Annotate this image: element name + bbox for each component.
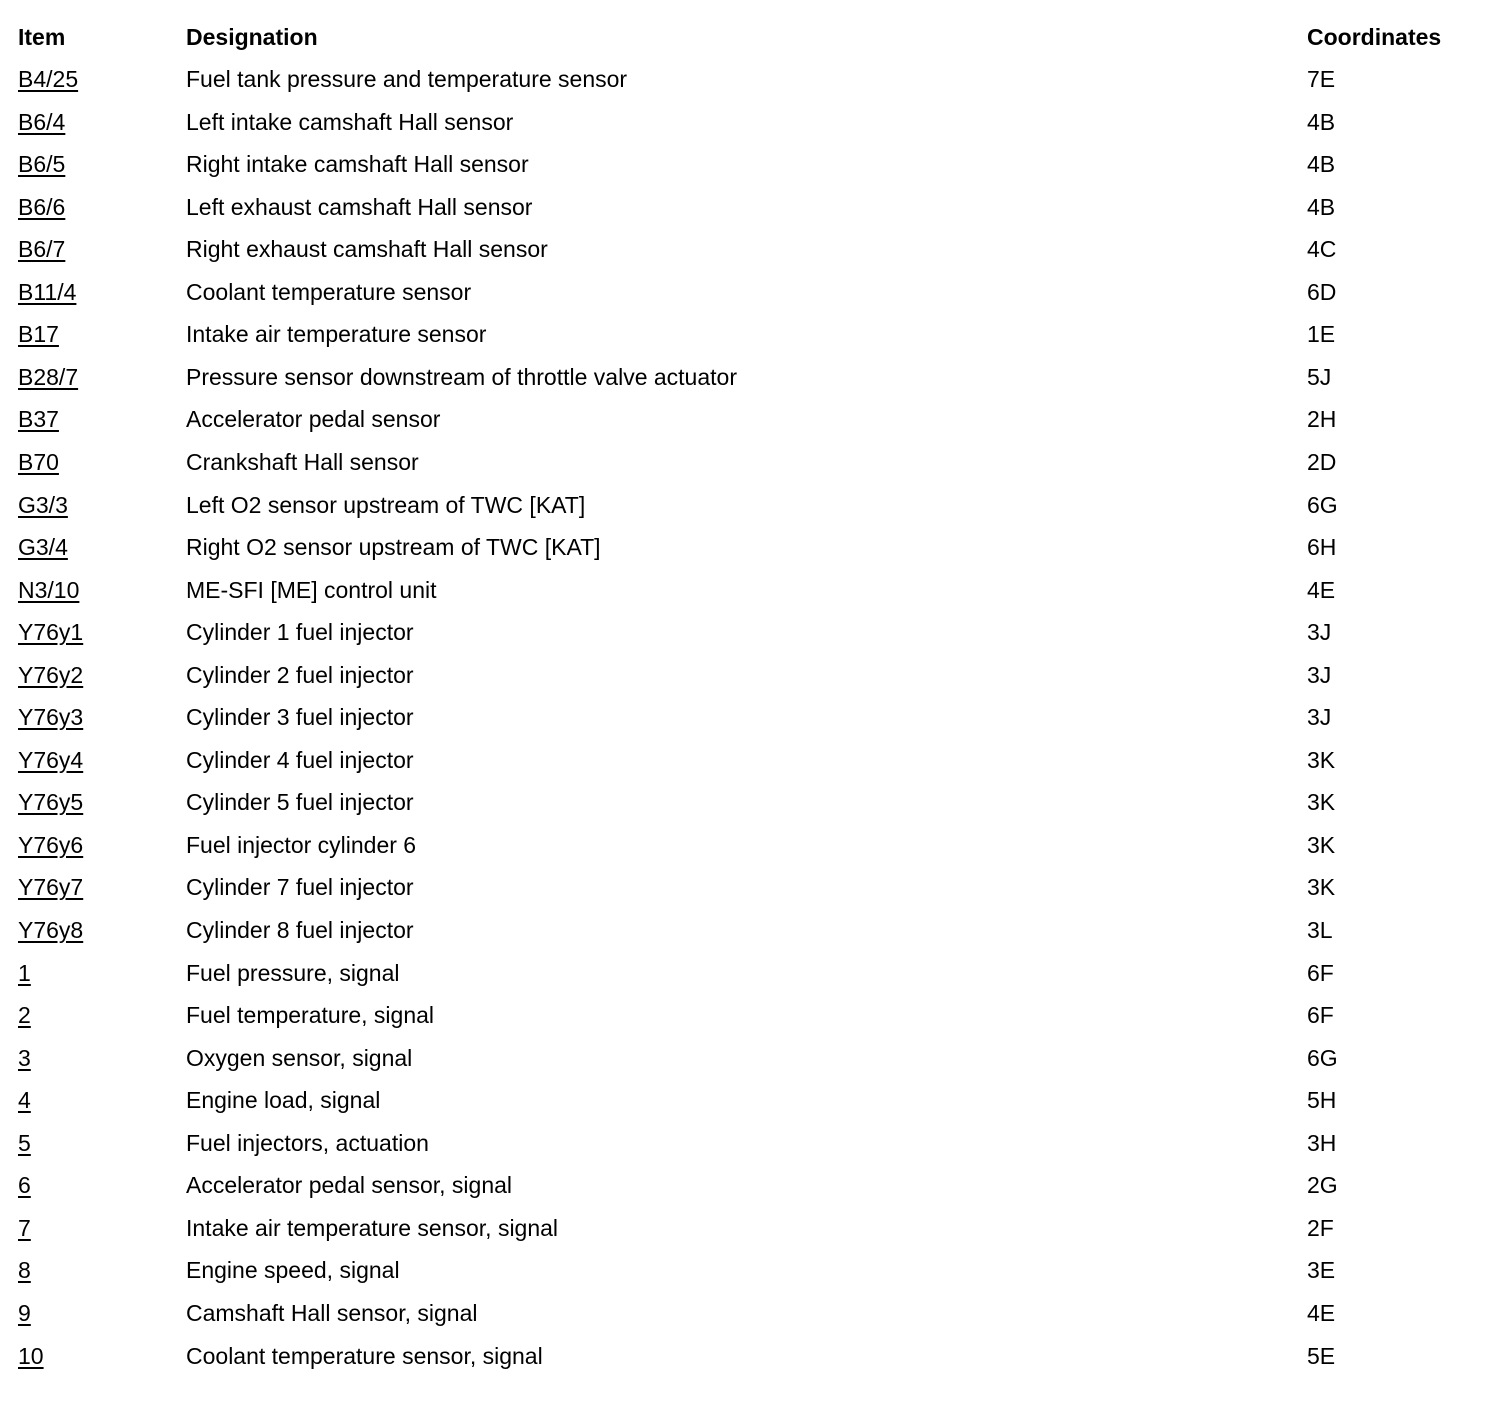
coordinates-cell: 7E <box>1307 66 1336 92</box>
designation-cell: Engine speed, signal <box>186 1257 400 1284</box>
coordinates-cell: 6F <box>1307 959 1334 986</box>
table-row <box>0 785 1504 819</box>
table-row <box>0 998 1504 1032</box>
designation-cell: Accelerator pedal sensor <box>186 406 441 433</box>
column-header-designation: Designation <box>186 24 318 50</box>
table-row <box>0 1168 1504 1202</box>
designation-cell: Fuel injectors, actuation <box>186 1129 429 1156</box>
designation-cell: Right intake camshaft Hall sensor <box>186 151 529 178</box>
item-link[interactable]: 2 <box>18 1002 31 1029</box>
table-row <box>0 573 1504 607</box>
designation-cell: Fuel temperature, signal <box>186 1002 435 1029</box>
item-link[interactable]: B6/7 <box>18 236 66 263</box>
coordinates-cell: 3K <box>1307 831 1336 858</box>
table-row <box>0 488 1504 522</box>
table-row <box>0 1296 1504 1330</box>
item-link[interactable]: Y76y2 <box>18 661 84 688</box>
coordinates-cell: 2G <box>1307 1172 1338 1199</box>
coordinates-cell: 6D <box>1307 278 1337 305</box>
item-link[interactable]: 4 <box>18 1087 31 1114</box>
coordinates-cell: 3J <box>1307 661 1332 688</box>
table-row <box>0 530 1504 564</box>
designation-cell: Fuel injector cylinder 6 <box>186 831 417 858</box>
coordinates-cell: 4B <box>1307 108 1336 135</box>
table-row <box>0 700 1504 734</box>
designation-cell: Cylinder 4 fuel injector <box>186 746 414 773</box>
designation-cell: Camshaft Hall sensor, signal <box>186 1299 478 1326</box>
table-row <box>0 1253 1504 1287</box>
coordinates-cell: 5H <box>1307 1087 1337 1114</box>
designation-cell: Left O2 sensor upstream of TWC [KAT] <box>186 491 586 518</box>
table-row <box>0 615 1504 649</box>
designation-cell: Cylinder 5 fuel injector <box>186 789 414 816</box>
coordinates-cell: 1E <box>1307 321 1336 348</box>
table-row <box>0 360 1504 394</box>
item-link[interactable]: B6/6 <box>18 193 66 220</box>
table-row <box>0 317 1504 351</box>
coordinates-cell: 3J <box>1307 619 1332 646</box>
table-row <box>0 913 1504 947</box>
designation-cell: Cylinder 2 fuel injector <box>186 661 414 688</box>
table-row <box>0 658 1504 692</box>
coordinates-cell: 3E <box>1307 1257 1336 1284</box>
designation-cell: Left exhaust camshaft Hall sensor <box>186 193 533 220</box>
item-link[interactable]: 9 <box>18 1299 31 1326</box>
coordinates-cell: 2H <box>1307 406 1337 433</box>
item-link[interactable]: 1 <box>18 959 31 986</box>
item-link[interactable]: Y76y7 <box>18 874 84 901</box>
coordinates-cell: 2D <box>1307 448 1337 475</box>
coordinates-cell: 3K <box>1307 746 1336 773</box>
item-link[interactable]: Y76y3 <box>18 704 84 731</box>
designation-cell: Cylinder 8 fuel injector <box>186 917 414 943</box>
item-link[interactable]: Y76y8 <box>18 917 84 943</box>
table-row <box>0 232 1504 266</box>
item-link[interactable]: G3/4 <box>18 534 68 560</box>
designation-cell: Pressure sensor downstream of throttle valve actuator <box>186 363 737 390</box>
table-row <box>0 956 1504 990</box>
designation-cell: Oxygen sensor, signal <box>186 1044 413 1071</box>
designation-cell: Left intake camshaft Hall sensor <box>186 108 514 135</box>
item-link[interactable]: Y76y4 <box>18 746 84 773</box>
table-row <box>0 402 1504 436</box>
coordinates-cell: 2F <box>1307 1214 1334 1241</box>
coordinates-cell: 3J <box>1307 704 1332 731</box>
table-row <box>0 1339 1504 1373</box>
coordinates-cell: 4B <box>1307 151 1336 178</box>
item-link[interactable]: B6/4 <box>18 108 66 135</box>
designation-cell: Right O2 sensor upstream of TWC [KAT] <box>186 534 601 560</box>
table-row <box>0 1083 1504 1117</box>
item-link[interactable]: Y76y5 <box>18 789 84 816</box>
designation-cell: Intake air temperature sensor <box>186 321 487 348</box>
item-link[interactable]: B6/5 <box>18 151 66 178</box>
item-link[interactable]: 10 <box>18 1342 44 1369</box>
item-link[interactable]: 6 <box>18 1172 31 1199</box>
table-row <box>0 190 1504 224</box>
item-link[interactable]: G3/3 <box>18 491 68 518</box>
designation-cell: Crankshaft Hall sensor <box>186 448 419 475</box>
coordinates-cell: 4B <box>1307 193 1336 220</box>
coordinates-cell: 3H <box>1307 1129 1337 1156</box>
coordinates-cell: 6F <box>1307 1002 1334 1029</box>
table-row <box>0 105 1504 139</box>
designation-cell: Fuel pressure, signal <box>186 959 400 986</box>
coordinates-cell: 3K <box>1307 789 1336 816</box>
coordinates-cell: 4E <box>1307 1299 1336 1326</box>
item-link[interactable]: B37 <box>18 406 59 433</box>
item-link[interactable]: B17 <box>18 321 59 348</box>
item-link[interactable]: Y76y1 <box>18 619 84 646</box>
designation-cell: Coolant temperature sensor <box>186 278 472 305</box>
item-link[interactable]: 8 <box>18 1257 31 1284</box>
table-row <box>0 445 1504 479</box>
item-link[interactable]: B28/7 <box>18 363 79 390</box>
table-row <box>0 62 1504 96</box>
designation-cell: Accelerator pedal sensor, signal <box>186 1172 513 1199</box>
item-link[interactable]: 7 <box>18 1214 31 1241</box>
table-row <box>0 1211 1504 1245</box>
item-link[interactable]: 5 <box>18 1129 31 1156</box>
table-row <box>0 828 1504 862</box>
designation-cell: Cylinder 3 fuel injector <box>186 704 414 731</box>
coordinates-cell: 6G <box>1307 491 1338 518</box>
coordinates-cell: 5E <box>1307 1342 1336 1369</box>
column-header-coordinates: Coordinates <box>1307 24 1442 50</box>
designation-cell: Right exhaust camshaft Hall sensor <box>186 236 548 263</box>
item-link[interactable]: B11/4 <box>18 278 77 305</box>
designation-cell: Coolant temperature sensor, signal <box>186 1342 543 1369</box>
column-header-item: Item <box>18 24 66 50</box>
item-link[interactable]: B4/25 <box>18 66 79 92</box>
table-row <box>0 870 1504 904</box>
table-header <box>0 20 1504 54</box>
table-row <box>0 1041 1504 1075</box>
designation-cell: Cylinder 1 fuel injector <box>186 619 414 646</box>
item-link[interactable]: N3/10 <box>18 576 80 603</box>
designation-cell: Fuel tank pressure and temperature sensor <box>186 66 628 92</box>
item-link[interactable]: Y76y6 <box>18 831 84 858</box>
coordinates-cell: 4C <box>1307 236 1337 263</box>
designation-cell: Intake air temperature sensor, signal <box>186 1214 559 1241</box>
coordinates-cell: 3K <box>1307 874 1336 901</box>
coordinates-cell: 6G <box>1307 1044 1338 1071</box>
designation-cell: Engine load, signal <box>186 1087 381 1114</box>
table-row <box>0 147 1504 181</box>
coordinates-cell: 5J <box>1307 363 1332 390</box>
item-link[interactable]: 3 <box>18 1044 31 1071</box>
coordinates-cell: 4E <box>1307 576 1336 603</box>
item-link[interactable]: B70 <box>18 448 59 475</box>
table-row <box>0 1126 1504 1160</box>
coordinates-cell: 3L <box>1307 917 1333 943</box>
table-row <box>0 275 1504 309</box>
designation-cell: ME-SFI [ME] control unit <box>186 576 437 603</box>
coordinates-cell: 6H <box>1307 534 1337 560</box>
table-row <box>0 743 1504 777</box>
designation-cell: Cylinder 7 fuel injector <box>186 874 414 901</box>
